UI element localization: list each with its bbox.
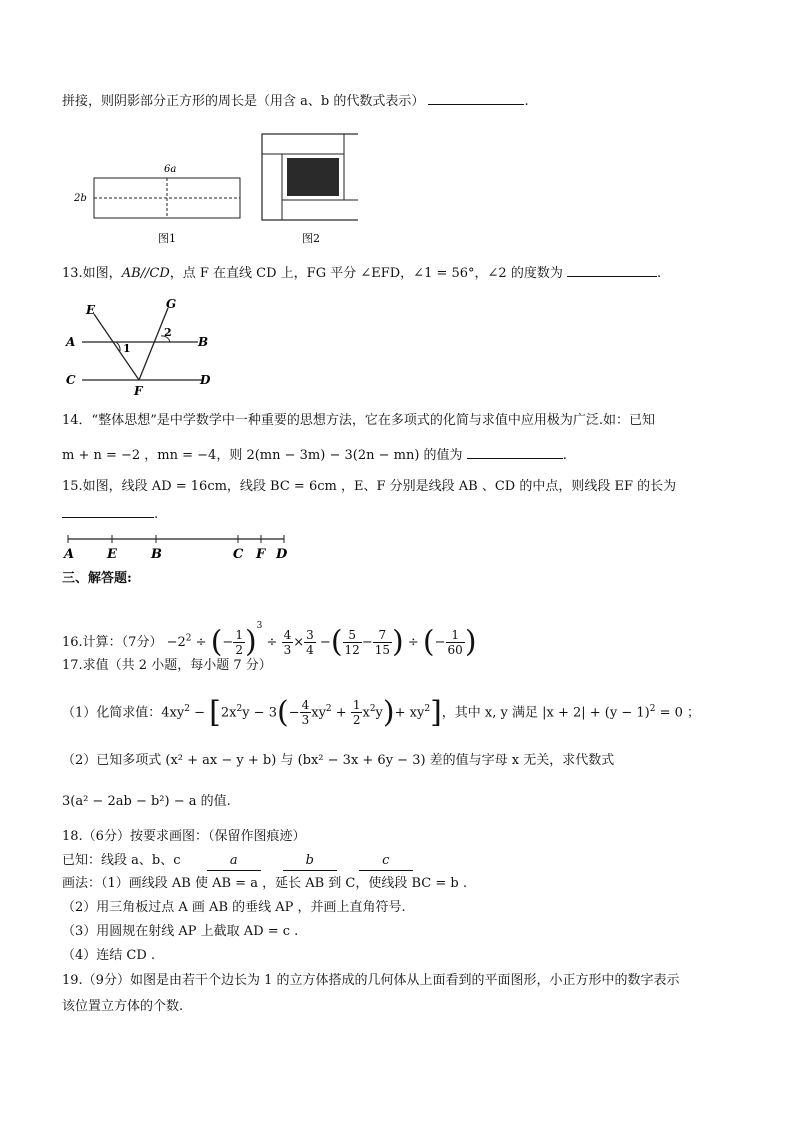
angle-1-label: 1 <box>123 342 131 355</box>
q16-div2: ÷ <box>266 635 278 650</box>
q16-minus: − <box>319 635 331 650</box>
q16-f2-den: 3 <box>283 643 292 657</box>
angle-2-label: 2 <box>164 326 172 339</box>
q16-f6-den: 60 <box>447 643 463 657</box>
section-3-heading: 三、解答题: <box>62 571 132 586</box>
q13-answer-blank[interactable] <box>567 262 657 277</box>
seg-label-d: D <box>276 547 288 562</box>
q17-fb-num: 1 <box>352 698 361 713</box>
q16-f5-num: 7 <box>373 628 392 643</box>
q13-text-line: 13.如图，AB//CD，点 F 在直线 CD 上，FG 平分 ∠EFD，∠1 = 56°，∠2 的度数为 . <box>62 262 661 283</box>
segment-b: b <box>283 852 337 871</box>
q18-step2: （2）用三角板过点 A 画 AB 的垂线 AP ，并画上直角符号. <box>62 900 406 915</box>
q13-figure <box>62 296 222 398</box>
q15-segment-figure <box>62 530 302 562</box>
segment-c: c <box>359 852 413 871</box>
q18-known-line <box>62 852 435 871</box>
q16-sup3: 3 <box>256 621 263 631</box>
q16-f5-den: 15 <box>374 643 391 657</box>
q16-div3: ÷ <box>407 635 419 650</box>
seg-label-a: A <box>64 547 75 562</box>
q16-sup1: 2 <box>185 633 192 644</box>
fig2-shaded-square <box>287 158 339 196</box>
q16-line: 16.计算：（7分） $-2^2$ ÷ (− $\frac{1}{2}$ )$^3$ ÷ $\frac{4}{3}$ × $\frac{3}{4}$ −( $\frac{5}{12}$ − $\frac{7}{15}$ ) ÷ (− $\frac{1}{60}$ ) <box>62 621 477 660</box>
q16-f3-den: 4 <box>306 643 314 657</box>
q17-p1-d: xy <box>311 705 326 721</box>
q12-text: 拼接，则阴影部分正方形的周长是（用含 a、b 的代数式表示） <box>62 94 425 109</box>
q12-figures <box>68 130 358 248</box>
q17-p2-line2: 3(a² − 2ab − b²) − a 的值. <box>62 794 231 809</box>
q17-p1-line: （1）化简求值：$4xy^2 - [2x^2y - 3(-$ $\frac{4}{3}$ $xy^2$ + $\frac{1}{2}$ $x^2y)+ xy^2$]，其中 x, y 满足 $|x + 2| + (y - 1)^2 = 0$ ； <box>62 694 701 730</box>
q14-answer-blank[interactable] <box>467 444 563 459</box>
label-f: F <box>134 384 143 398</box>
q16-prefix: 16.计算：（7分） <box>62 635 163 650</box>
q17-p1-g: + xy <box>394 705 425 721</box>
q18-step1: 画法：（1）画线段 AB 使 AB = a ，延长 AB 到 C，使线段 BC = b . <box>62 876 467 891</box>
line-ef <box>94 314 139 380</box>
q18-step4: （4）连结 CD . <box>62 948 156 963</box>
seg-label-f: F <box>256 547 266 562</box>
q15-line1: 15.如图，线段 AD = 16cm，线段 BC = 6cm ，E、F 分别是线段 AB 、CD 的中点，则线段 EF 的长为 <box>62 479 677 494</box>
q16-f6-num: 1 <box>446 628 465 643</box>
fig1-caption: 图1 <box>158 232 176 245</box>
q16-f1-den: 2 <box>235 643 243 657</box>
q19-line2: 该位置立方体的个数. <box>62 999 184 1014</box>
q17-p1-c: y − 3 <box>242 705 277 721</box>
line-fg <box>139 308 168 380</box>
q17-fa-den: 3 <box>301 713 310 728</box>
q13-text-b: AB//CD <box>121 266 170 281</box>
q18-line1: 18.（6分）按要求画图：（保留作图痕迹） <box>62 829 306 844</box>
q16-f4-den: 12 <box>344 643 360 657</box>
q17-p1-h: ，其中 x, y 满足 |x + 2| + (y − 1) <box>441 705 650 721</box>
seg-label-c: C <box>233 547 244 562</box>
q18-known: 已知：线段 a、b、c <box>62 853 181 868</box>
q17-p1-e: x <box>362 705 370 721</box>
label-e: E <box>86 303 96 317</box>
q13-text-a: 13.如图， <box>62 266 122 281</box>
q12-text-line: 拼接，则阴影部分正方形的周长是（用含 a、b 的代数式表示） . <box>62 90 529 111</box>
fig1-side-label: 2b <box>74 193 87 204</box>
q17-p1-b: 2x <box>220 705 237 721</box>
q17-title: 17.求值（共 2 小题，每小题 7 分） <box>62 658 272 673</box>
q17-fa-num: 4 <box>301 698 310 713</box>
q17-p1-f: y <box>375 705 383 721</box>
label-g: G <box>166 297 177 311</box>
q14-line1: 14．“整体思想”是中学数学中一种重要的思想方法，它在多项式的化简与求值中应用极为广泛.如：已知 <box>62 413 655 428</box>
q17-p1-a: （1）化简求值：4xy <box>62 705 185 721</box>
q12-answer-blank[interactable] <box>428 90 524 105</box>
segment-a: a <box>207 852 261 871</box>
q16-f2-num: 4 <box>283 628 292 642</box>
q15-blank-wrap: . <box>62 503 158 524</box>
q16-f1-num: 1 <box>235 628 243 642</box>
q16-term1: −2 <box>166 635 186 650</box>
seg-label-b: B <box>151 547 162 562</box>
fig2-caption: 图2 <box>302 232 320 245</box>
q13-text-c: ，点 F 在直线 CD 上，FG 平分 ∠EFD，∠1 = 56°，∠2 的度数为 <box>169 266 563 281</box>
q14-line2-wrap: m + n = −2 ，mn = −4，则 2(mn − 3m) − 3(2n − mn) 的值为 . <box>62 444 567 465</box>
q19-line1: 19.（9分）如图是由若干个边长为 1 的立方体搭成的几何体从上面看到的平面图形，小正方形中的数字表示 <box>62 973 680 988</box>
q14-line2: m + n = −2 ，mn = −4，则 2(mn − 3m) − 3(2n − mn) 的值为 <box>62 448 463 463</box>
q18-step3: （3）用圆规在射线 AP 上截取 AD = c . <box>62 924 299 939</box>
label-d: D <box>200 373 211 387</box>
label-a: A <box>66 335 76 349</box>
fig1-top-label: 6a <box>164 164 177 175</box>
seg-label-e: E <box>107 547 117 562</box>
q16-f3-num: 3 <box>306 628 314 642</box>
label-c: C <box>66 373 76 387</box>
q16-div1: ÷ <box>195 635 207 650</box>
q16-times: × <box>293 635 305 650</box>
label-b: B <box>198 335 209 349</box>
q17-p1-i: = 0 ； <box>655 705 701 721</box>
q16-f4-num: 5 <box>343 628 362 643</box>
q15-answer-blank[interactable] <box>62 503 154 518</box>
q17-fb-den: 2 <box>352 713 361 728</box>
q17-p2-line1: （2）已知多项式 (x² + ax − y + b) 与 (bx² − 3x + 6y − 3) 差的值与字母 x 无关，求代数式 <box>62 753 615 768</box>
